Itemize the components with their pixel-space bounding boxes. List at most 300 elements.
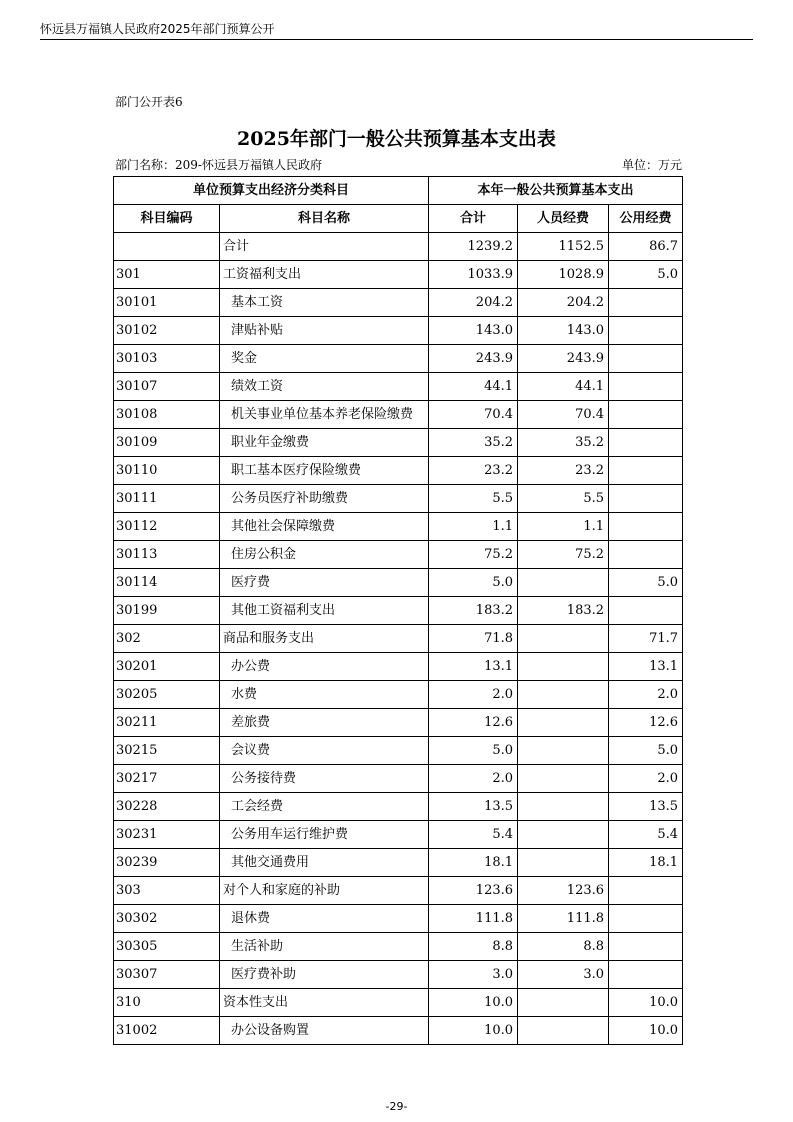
row-code-text: 302 xyxy=(116,630,141,646)
row-public xyxy=(609,737,683,765)
row-public xyxy=(609,625,683,653)
row-code xyxy=(114,569,220,597)
row-name-text: 公务接待费 xyxy=(231,770,297,786)
row-personnel xyxy=(518,681,609,709)
row-name-text: 生活补助 xyxy=(231,938,284,954)
row-total-text: 18.1 xyxy=(484,854,514,870)
row-name-text: 其他交通费用 xyxy=(231,854,310,870)
table-row xyxy=(114,317,683,345)
table-row xyxy=(114,961,683,989)
row-code-text: 30215 xyxy=(116,742,158,758)
row-code xyxy=(114,457,220,485)
row-personnel xyxy=(518,737,609,765)
row-name-text: 职业年金缴费 xyxy=(231,434,310,450)
row-name xyxy=(220,429,429,457)
budget-table xyxy=(113,176,683,1045)
row-total-text: 1239.2 xyxy=(467,238,514,254)
row-personnel-text: 1028.9 xyxy=(558,266,605,282)
row-public xyxy=(609,709,683,737)
row-name xyxy=(220,737,429,765)
table-row xyxy=(114,793,683,821)
row-total xyxy=(429,373,518,401)
row-code xyxy=(114,821,220,849)
row-total-text: 5.5 xyxy=(492,490,514,506)
row-personnel-text: 70.4 xyxy=(575,406,605,422)
row-code-text: 30228 xyxy=(116,798,158,814)
row-public xyxy=(609,989,683,1017)
row-public-text: 5.0 xyxy=(657,266,679,282)
row-total xyxy=(429,1017,518,1045)
row-public xyxy=(609,401,683,429)
row-total xyxy=(429,821,518,849)
row-code-text: 30111 xyxy=(116,490,158,506)
row-total-text: 44.1 xyxy=(484,378,514,394)
row-public xyxy=(609,429,683,457)
row-name-text: 其他社会保障缴费 xyxy=(231,518,336,534)
row-code xyxy=(114,681,220,709)
row-total xyxy=(429,625,518,653)
row-public xyxy=(609,261,683,289)
row-total xyxy=(429,681,518,709)
row-name xyxy=(220,373,429,401)
row-public xyxy=(609,681,683,709)
row-code xyxy=(114,485,220,513)
header-code: 科目编码 xyxy=(114,205,220,233)
row-code xyxy=(114,877,220,905)
row-public xyxy=(609,317,683,345)
row-name xyxy=(220,709,429,737)
row-public xyxy=(609,849,683,877)
row-name xyxy=(220,989,429,1017)
row-personnel xyxy=(518,765,609,793)
row-personnel-text: 1152.5 xyxy=(558,238,605,254)
row-code-text: 30211 xyxy=(116,714,158,730)
row-code xyxy=(114,289,220,317)
row-code xyxy=(114,737,220,765)
row-name xyxy=(220,485,429,513)
row-name xyxy=(220,233,429,261)
row-total-text: 2.0 xyxy=(492,686,514,702)
table-row xyxy=(114,373,683,401)
table-row xyxy=(114,933,683,961)
table-row xyxy=(114,261,683,289)
row-personnel-text: 75.2 xyxy=(575,546,605,562)
row-code xyxy=(114,401,220,429)
row-public xyxy=(609,485,683,513)
row-total-text: 75.2 xyxy=(484,546,514,562)
table-row xyxy=(114,821,683,849)
row-name xyxy=(220,681,429,709)
row-total-text: 1.1 xyxy=(492,518,514,534)
row-code xyxy=(114,233,220,261)
row-name xyxy=(220,933,429,961)
row-personnel xyxy=(518,653,609,681)
row-public-text: 12.6 xyxy=(649,714,679,730)
row-total-text: 10.0 xyxy=(484,1022,514,1038)
row-total xyxy=(429,737,518,765)
row-total-text: 5.0 xyxy=(492,742,514,758)
page-title: 2025年部门一般公共预算基本支出表 xyxy=(237,128,556,150)
row-personnel xyxy=(518,821,609,849)
row-code-text: 301 xyxy=(116,266,141,282)
row-total-text: 13.1 xyxy=(484,658,514,674)
row-personnel xyxy=(518,401,609,429)
row-code-text: 30239 xyxy=(116,854,158,870)
row-personnel xyxy=(518,989,609,1017)
header-economic-classification: 单位预算支出经济分类科目 xyxy=(114,177,429,205)
row-total xyxy=(429,905,518,933)
row-code xyxy=(114,625,220,653)
header-public: 公用经费 xyxy=(609,205,683,233)
row-code-text: 30108 xyxy=(116,406,158,422)
row-public xyxy=(609,289,683,317)
row-name-text: 绩效工资 xyxy=(231,378,284,394)
row-total xyxy=(429,597,518,625)
row-total-text: 2.0 xyxy=(492,770,514,786)
row-name-text: 津贴补贴 xyxy=(231,322,284,338)
row-total-text: 123.6 xyxy=(475,882,514,898)
row-public xyxy=(609,1017,683,1045)
row-public xyxy=(609,765,683,793)
table-group-header-row xyxy=(114,177,683,205)
row-code-text: 30305 xyxy=(116,938,158,954)
row-personnel-text: 204.2 xyxy=(566,294,605,310)
row-name-text: 水费 xyxy=(231,686,258,702)
row-code-text: 30109 xyxy=(116,434,158,450)
row-code-text: 30103 xyxy=(116,350,158,366)
row-code xyxy=(114,429,220,457)
row-code-text: 310 xyxy=(116,994,141,1010)
row-total xyxy=(429,877,518,905)
row-name-text: 对个人和家庭的补助 xyxy=(223,882,341,898)
row-total-text: 71.8 xyxy=(484,630,514,646)
row-name xyxy=(220,877,429,905)
row-public xyxy=(609,373,683,401)
table-number: 部门公开表6 xyxy=(115,95,183,109)
row-code xyxy=(114,709,220,737)
row-total-text: 183.2 xyxy=(475,602,514,618)
row-personnel xyxy=(518,373,609,401)
row-personnel xyxy=(518,709,609,737)
page-header: 怀远县万福镇人民政府2025年部门预算公开 xyxy=(40,22,275,36)
row-personnel xyxy=(518,849,609,877)
row-total xyxy=(429,765,518,793)
row-name-text: 医疗费 xyxy=(231,574,271,590)
row-total-text: 8.8 xyxy=(492,938,514,954)
row-public-text: 10.0 xyxy=(649,994,679,1010)
row-name xyxy=(220,1017,429,1045)
row-code xyxy=(114,905,220,933)
row-code xyxy=(114,933,220,961)
table-row xyxy=(114,849,683,877)
row-name xyxy=(220,457,429,485)
row-name xyxy=(220,849,429,877)
row-total xyxy=(429,485,518,513)
row-personnel-text: 143.0 xyxy=(566,322,605,338)
row-total xyxy=(429,289,518,317)
row-public xyxy=(609,457,683,485)
row-public-text: 5.4 xyxy=(657,826,679,842)
table-row xyxy=(114,569,683,597)
table-row xyxy=(114,877,683,905)
header-basic-expenditure: 本年一般公共预算基本支出 xyxy=(429,177,683,205)
row-name xyxy=(220,793,429,821)
table-row xyxy=(114,457,683,485)
row-code xyxy=(114,373,220,401)
row-total-text: 5.4 xyxy=(492,826,514,842)
row-personnel-text: 3.0 xyxy=(583,966,605,982)
row-total-text: 243.9 xyxy=(475,350,514,366)
row-personnel xyxy=(518,597,609,625)
row-code-text: 30102 xyxy=(116,322,158,338)
row-public-text: 2.0 xyxy=(657,770,679,786)
row-personnel xyxy=(518,485,609,513)
row-code-text: 30307 xyxy=(116,966,158,982)
row-personnel-text: 5.5 xyxy=(583,490,605,506)
table-row xyxy=(114,541,683,569)
row-name-text: 其他工资福利支出 xyxy=(231,602,336,618)
row-name xyxy=(220,821,429,849)
row-name xyxy=(220,765,429,793)
row-personnel-text: 1.1 xyxy=(583,518,605,534)
header-divider xyxy=(40,39,753,40)
table-row xyxy=(114,401,683,429)
table-row xyxy=(114,989,683,1017)
row-personnel xyxy=(518,261,609,289)
row-personnel xyxy=(518,625,609,653)
row-public xyxy=(609,793,683,821)
row-name-text: 会议费 xyxy=(231,742,271,758)
row-total xyxy=(429,261,518,289)
row-name-text: 办公设备购置 xyxy=(231,1022,310,1038)
row-name-text: 基本工资 xyxy=(231,294,284,310)
row-total xyxy=(429,457,518,485)
row-name xyxy=(220,569,429,597)
row-code-text: 30114 xyxy=(116,574,158,590)
row-code-text: 30217 xyxy=(116,770,158,786)
row-code-text: 30113 xyxy=(116,546,158,562)
row-code xyxy=(114,597,220,625)
row-total xyxy=(429,933,518,961)
row-personnel-text: 123.6 xyxy=(566,882,605,898)
table-row xyxy=(114,485,683,513)
row-name xyxy=(220,317,429,345)
row-code-text: 30302 xyxy=(116,910,158,926)
row-name-text: 工资福利支出 xyxy=(223,266,302,282)
row-public xyxy=(609,961,683,989)
row-name-text: 住房公积金 xyxy=(231,546,297,562)
row-public xyxy=(609,597,683,625)
table-row xyxy=(114,905,683,933)
row-total-text: 3.0 xyxy=(492,966,514,982)
row-total-text: 12.6 xyxy=(484,714,514,730)
row-total xyxy=(429,569,518,597)
row-name xyxy=(220,345,429,373)
row-personnel xyxy=(518,289,609,317)
row-code xyxy=(114,513,220,541)
row-name-text: 合计 xyxy=(223,238,250,254)
row-personnel xyxy=(518,961,609,989)
row-public-text: 71.7 xyxy=(649,630,679,646)
row-personnel-text: 111.8 xyxy=(566,910,605,926)
row-total-text: 204.2 xyxy=(475,294,514,310)
row-public-text: 13.5 xyxy=(649,798,679,814)
row-total xyxy=(429,793,518,821)
row-name xyxy=(220,961,429,989)
row-public-text: 5.0 xyxy=(657,742,679,758)
row-public xyxy=(609,905,683,933)
row-public xyxy=(609,877,683,905)
row-personnel xyxy=(518,513,609,541)
row-name-text: 资本性支出 xyxy=(223,994,289,1010)
row-name xyxy=(220,597,429,625)
row-public-text: 5.0 xyxy=(657,574,679,590)
row-code xyxy=(114,541,220,569)
row-code-text: 31002 xyxy=(116,1022,158,1038)
row-name xyxy=(220,905,429,933)
row-public xyxy=(609,345,683,373)
row-name-text: 公务员医疗补助缴费 xyxy=(231,490,349,506)
row-code xyxy=(114,793,220,821)
row-total xyxy=(429,317,518,345)
row-name-text: 医疗费补助 xyxy=(231,966,297,982)
table-row xyxy=(114,345,683,373)
table-row xyxy=(114,709,683,737)
row-personnel xyxy=(518,877,609,905)
row-total-text: 143.0 xyxy=(475,322,514,338)
department-label: 部门名称：209-怀远县万福镇人民政府 xyxy=(115,158,322,172)
row-code-text: 30205 xyxy=(116,686,158,702)
row-personnel xyxy=(518,541,609,569)
row-public-text: 2.0 xyxy=(657,686,679,702)
row-personnel xyxy=(518,345,609,373)
table-row xyxy=(114,233,683,261)
row-name xyxy=(220,401,429,429)
table-row xyxy=(114,289,683,317)
row-personnel xyxy=(518,793,609,821)
row-total xyxy=(429,345,518,373)
row-code xyxy=(114,989,220,1017)
table-row xyxy=(114,1017,683,1045)
row-name-text: 退休费 xyxy=(231,910,271,926)
row-code xyxy=(114,849,220,877)
row-public xyxy=(609,541,683,569)
row-public-text: 86.7 xyxy=(649,238,679,254)
row-total-text: 1033.9 xyxy=(467,266,514,282)
row-personnel-text: 8.8 xyxy=(583,938,605,954)
row-total xyxy=(429,961,518,989)
row-code xyxy=(114,317,220,345)
table-column-header-row xyxy=(114,205,683,233)
row-code-text: 30110 xyxy=(116,462,158,478)
row-name xyxy=(220,261,429,289)
row-total xyxy=(429,429,518,457)
row-public xyxy=(609,513,683,541)
row-public xyxy=(609,653,683,681)
row-name-text: 公务用车运行维护费 xyxy=(231,826,349,842)
row-code-text: 303 xyxy=(116,882,141,898)
row-code-text: 30101 xyxy=(116,294,158,310)
row-total xyxy=(429,709,518,737)
row-name xyxy=(220,541,429,569)
table-row xyxy=(114,737,683,765)
row-code xyxy=(114,345,220,373)
row-total xyxy=(429,513,518,541)
table-row xyxy=(114,597,683,625)
row-code xyxy=(114,765,220,793)
row-total xyxy=(429,849,518,877)
row-code xyxy=(114,961,220,989)
row-code-text: 30231 xyxy=(116,826,158,842)
row-personnel-text: 23.2 xyxy=(575,462,605,478)
row-code-text: 30201 xyxy=(116,658,158,674)
table-row xyxy=(114,625,683,653)
table-row xyxy=(114,765,683,793)
row-name xyxy=(220,289,429,317)
row-personnel xyxy=(518,1017,609,1045)
row-total-text: 111.8 xyxy=(475,910,514,926)
table-row xyxy=(114,653,683,681)
row-personnel-text: 44.1 xyxy=(575,378,605,394)
row-personnel xyxy=(518,429,609,457)
row-public-text: 13.1 xyxy=(649,658,679,674)
row-total-text: 10.0 xyxy=(484,994,514,1010)
row-personnel-text: 243.9 xyxy=(566,350,605,366)
row-total xyxy=(429,541,518,569)
row-name-text: 奖金 xyxy=(231,350,258,366)
row-code xyxy=(114,1017,220,1045)
row-personnel xyxy=(518,905,609,933)
row-public-text: 18.1 xyxy=(649,854,679,870)
row-public xyxy=(609,233,683,261)
row-name-text: 工会经费 xyxy=(231,798,284,814)
header-personnel: 人员经费 xyxy=(518,205,609,233)
row-name xyxy=(220,513,429,541)
row-total xyxy=(429,653,518,681)
row-personnel xyxy=(518,457,609,485)
row-code-text: 30112 xyxy=(116,518,158,534)
unit-label: 单位：万元 xyxy=(621,158,682,172)
row-total xyxy=(429,989,518,1017)
row-name-text: 机关事业单位基本养老保险缴费 xyxy=(231,406,414,422)
table-body xyxy=(114,233,683,1045)
row-name-text: 商品和服务支出 xyxy=(223,630,315,646)
row-total-text: 70.4 xyxy=(484,406,514,422)
row-name-text: 办公费 xyxy=(231,658,271,674)
row-name xyxy=(220,653,429,681)
row-total-text: 23.2 xyxy=(484,462,514,478)
row-personnel-text: 183.2 xyxy=(566,602,605,618)
row-total-text: 5.0 xyxy=(492,574,514,590)
row-total xyxy=(429,401,518,429)
row-name-text: 差旅费 xyxy=(231,714,271,730)
row-name xyxy=(220,625,429,653)
row-total xyxy=(429,233,518,261)
row-personnel xyxy=(518,317,609,345)
row-public xyxy=(609,821,683,849)
table-row xyxy=(114,681,683,709)
row-personnel xyxy=(518,933,609,961)
table-row xyxy=(114,513,683,541)
row-name-text: 职工基本医疗保险缴费 xyxy=(231,462,362,478)
header-name: 科目名称 xyxy=(220,205,429,233)
page-number: -29- xyxy=(385,1100,408,1113)
row-total-text: 13.5 xyxy=(484,798,514,814)
row-personnel xyxy=(518,233,609,261)
row-public xyxy=(609,933,683,961)
row-personnel xyxy=(518,569,609,597)
row-public-text: 10.0 xyxy=(649,1022,679,1038)
